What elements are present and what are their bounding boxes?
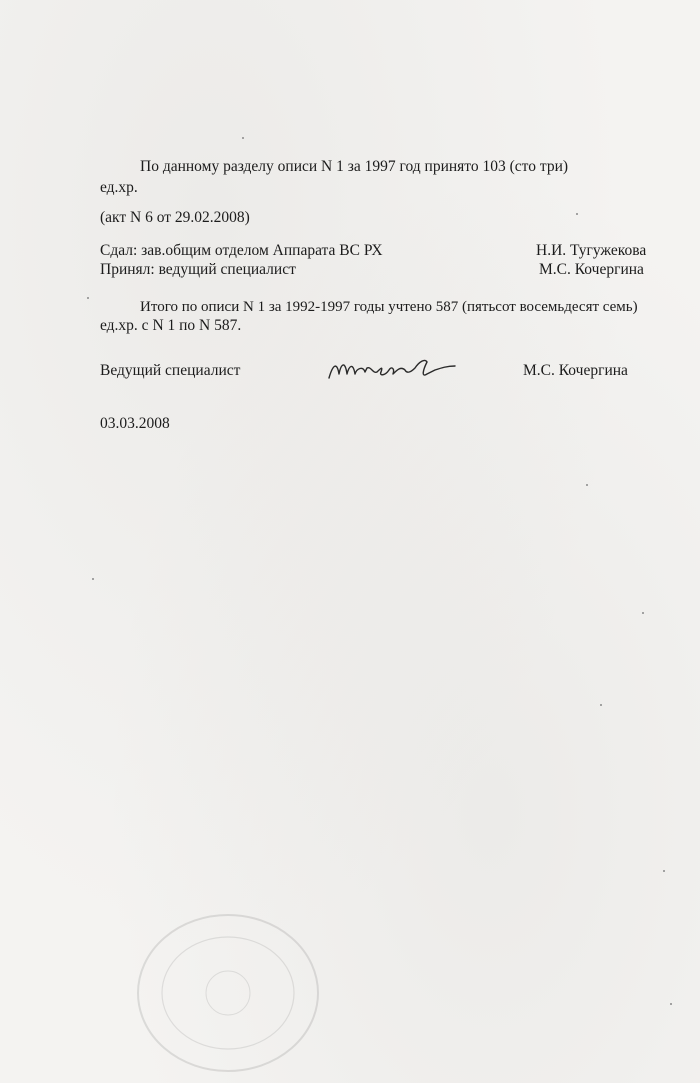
signature-image — [327, 352, 467, 392]
handed-over-name: Н.И. Тугужекова — [536, 242, 647, 259]
act-reference: (акт N 6 от 29.02.2008) — [100, 209, 250, 226]
paragraph1-line2: ед.хр. — [100, 179, 138, 196]
handed-over-label: Сдал: зав.общим отделом Аппарата ВС РХ — [100, 242, 383, 259]
accepted-label: Принял: ведущий специалист — [100, 261, 296, 278]
scan-speck — [576, 213, 578, 215]
total-line2: ед.хр. с N 1 по N 587. — [100, 317, 242, 334]
signer-name: М.С. Кочергина — [523, 362, 628, 379]
scan-speck — [242, 137, 244, 139]
signer-title: Ведущий специалист — [100, 362, 241, 379]
total-line1: Итого по описи N 1 за 1992-1997 годы учтено 587 (пятьсот восемьдесят семь) — [140, 299, 638, 315]
accepted-name: М.С. Кочергина — [539, 261, 644, 278]
scan-speck — [87, 297, 89, 299]
scan-speck — [663, 870, 665, 872]
scan-speck — [586, 484, 588, 486]
faded-stamp-image — [128, 905, 328, 1075]
scan-speck — [642, 612, 644, 614]
scan-speck — [670, 1003, 672, 1005]
document-date: 03.03.2008 — [100, 415, 170, 432]
scan-speck — [92, 578, 94, 580]
scan-speck — [600, 704, 602, 706]
paragraph1-line1: По данному разделу описи N 1 за 1997 год принято 103 (сто три) — [140, 158, 569, 175]
